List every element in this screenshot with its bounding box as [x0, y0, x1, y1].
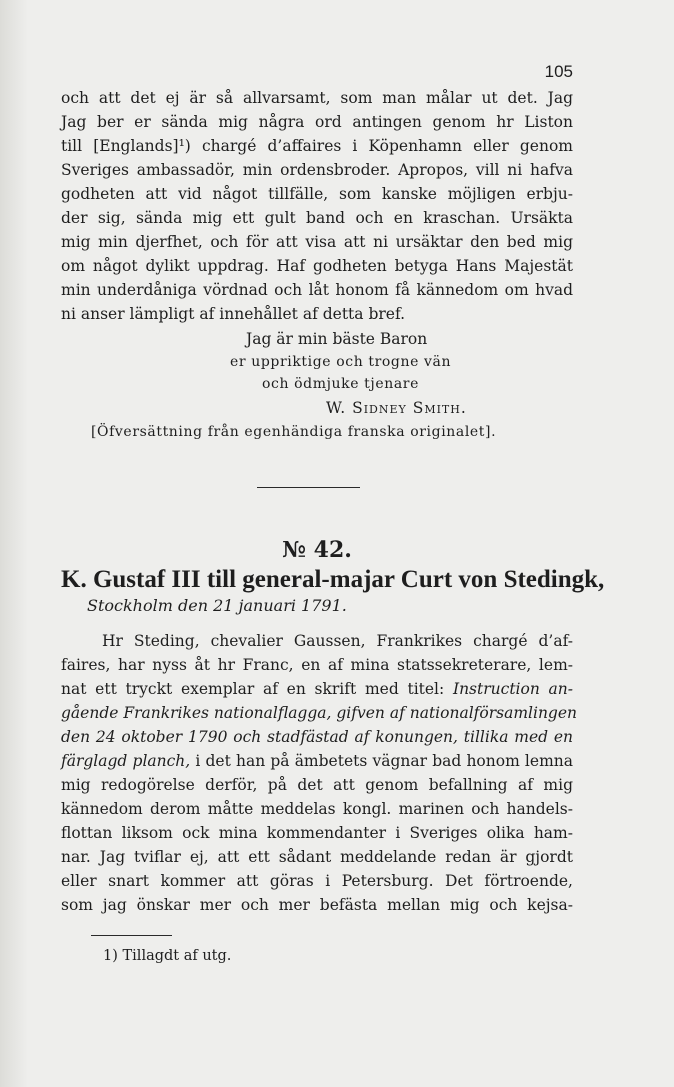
closing-line: Jag är min bäste Baron	[246, 330, 428, 348]
section-divider	[257, 487, 360, 488]
letter-heading: K. Gustaf III till general-majar Curt von Stedingk,	[61, 566, 605, 593]
body-line: Sveriges ambassadör, min ordensbroder. Apropos, vill ni hafva	[61, 161, 573, 179]
closing-line: och ödmjuke tjenare	[262, 376, 419, 392]
translation-note: [Öfversättning från egenhändiga franska originalet].	[91, 424, 497, 440]
body-line: nar. Jag tviflar ej, att ett sådant meddelande redan är gjordt	[61, 848, 573, 866]
document-number: № 42.	[282, 537, 352, 563]
body-line: faires, har nyss åt hr Franc, en af mina statssekreterare, lem-	[61, 656, 573, 674]
body-line: min underdåniga vördnad och låt honom få kännedom om hvad	[61, 281, 573, 299]
page-number: 105	[544, 62, 573, 81]
body-line: nat ett tryckt exemplar af en skrift med titel: Instruction an-	[61, 680, 573, 698]
body-line: Hr Steding, chevalier Gaussen, Frankrikes chargé d’af-	[102, 632, 573, 650]
body-line: eller snart kommer att göras i Petersburg. Det förtroende,	[61, 872, 573, 890]
body-line: kännedom derom måtte meddelas kongl. marinen och handels-	[61, 800, 573, 818]
body-line: och att det ej är så allvarsamt, som man målar ut det. Jag	[61, 89, 573, 107]
body-line: mig min djerfhet, och för att visa att ni ursäktar den bed mig	[61, 233, 573, 251]
footnote: 1) Tillagdt af utg.	[103, 948, 232, 964]
body-line: mig redogörelse derför, på det att genom befallning af mig	[61, 776, 573, 794]
body-line: Jag ber er sända mig några ord antingen genom hr Liston	[61, 113, 573, 131]
body-line: godheten att vid något tillfälle, som kanske möjligen erbju-	[61, 185, 573, 203]
dateline: Stockholm den 21 januari 1791.	[87, 596, 347, 615]
body-line: flottan liksom ock mina kommendanter i Sveriges olika ham-	[61, 824, 573, 842]
body-line: som jag önskar mer och mer befästa mellan mig och kejsa-	[61, 896, 573, 914]
body-line: ni anser lämpligt af innehållet af detta bref.	[61, 305, 406, 323]
body-line: färglagd planch, i det han på ämbetets vägnar bad honom lemna	[61, 752, 573, 770]
signature: W. Sidney Smith.	[326, 399, 467, 417]
body-line: till [Englands]¹) chargé d’affaires i Köpenhamn eller genom	[61, 137, 573, 155]
body-line: den 24 oktober 1790 och stadfästad af konungen, tillika med en	[61, 728, 573, 746]
page-edge-shadow	[0, 0, 28, 1087]
footnote-rule	[91, 935, 172, 936]
body-line: der sig, sända mig ett gult band och en kraschan. Ursäkta	[61, 209, 573, 227]
body-line: gående Frankrikes nationalflagga, gifven af nationalförsamlingen	[61, 704, 578, 722]
closing-line: er uppriktige och trogne vän	[230, 354, 452, 370]
body-line: om något dylikt uppdrag. Haf godheten betyga Hans Majestät	[61, 257, 573, 275]
